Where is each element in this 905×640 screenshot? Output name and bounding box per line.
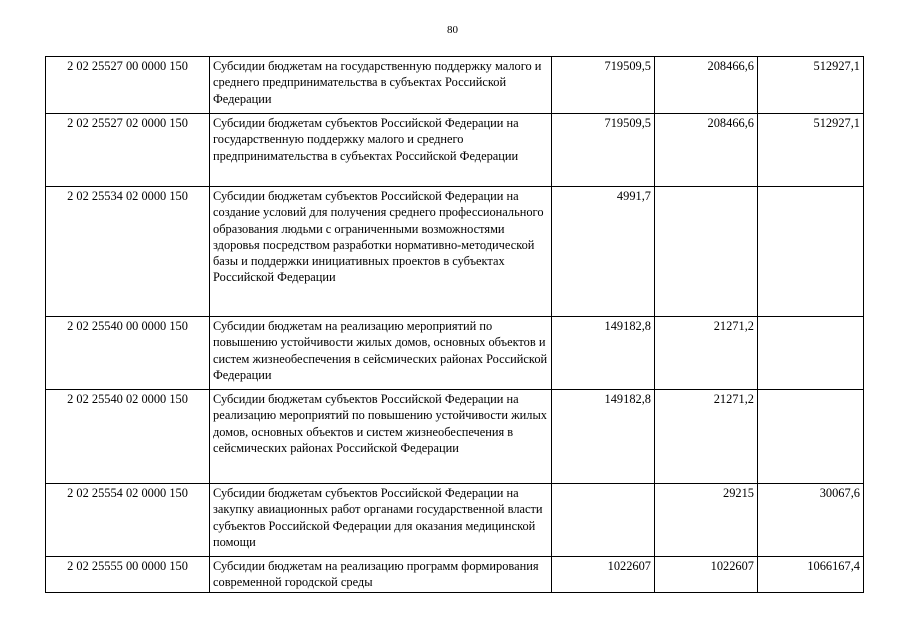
amount-cell-2: 1022607	[655, 557, 758, 593]
amount-cell-2: 208466,6	[655, 57, 758, 114]
budget-table-body	[46, 57, 864, 593]
amount-cell-2: 208466,6	[655, 114, 758, 187]
amount-cell-1: 719509,5	[552, 57, 655, 114]
amount-cell-3: 1066167,4	[758, 557, 864, 593]
amount-cell-1: 719509,5	[552, 114, 655, 187]
amount-cell-2: 21271,2	[655, 317, 758, 390]
amount-cell-1	[552, 484, 655, 557]
budget-code-cell: 2 02 25534 02 0000 150	[46, 187, 210, 317]
table-row	[46, 187, 864, 317]
description-cell: Субсидии бюджетам на реализацию мероприятий по повышению устойчивости жилых домов, основных объектов и систем жизнеобеспечения в сейсмических районах Российской Федерации	[210, 317, 552, 390]
amount-cell-1: 4991,7	[552, 187, 655, 317]
amount-cell-3	[758, 390, 864, 484]
table-row	[46, 557, 864, 593]
amount-cell-2: 21271,2	[655, 390, 758, 484]
amount-cell-3	[758, 317, 864, 390]
amount-cell-3: 512927,1	[758, 114, 864, 187]
description-cell: Субсидии бюджетам субъектов Российской Федерации на государственную поддержку малого и среднего предпринимательства в субъектах Российской Федерации	[210, 114, 552, 187]
budget-code-cell: 2 02 25540 00 0000 150	[46, 317, 210, 390]
budget-code-cell: 2 02 25555 00 0000 150	[46, 557, 210, 593]
budget-code-cell: 2 02 25527 00 0000 150	[46, 57, 210, 114]
budget-code-cell: 2 02 25527 02 0000 150	[46, 114, 210, 187]
table-row	[46, 57, 864, 114]
amount-cell-3: 512927,1	[758, 57, 864, 114]
description-cell: Субсидии бюджетам субъектов Российской Федерации на создание условий для получения среднего профессионального образования людьми с ограниченными возможностями здоровья посредством разработки нормативно-методической базы и поддержки инициативных проектов в субъектах Российской Федерации	[210, 187, 552, 317]
amount-cell-2: 29215	[655, 484, 758, 557]
table-row	[46, 484, 864, 557]
budget-code-cell: 2 02 25554 02 0000 150	[46, 484, 210, 557]
amount-cell-1: 149182,8	[552, 317, 655, 390]
budget-table	[45, 56, 864, 593]
amount-cell-3	[758, 187, 864, 317]
amount-cell-2	[655, 187, 758, 317]
description-cell: Субсидии бюджетам субъектов Российской Федерации на закупку авиационных работ органами государственной власти субъектов Российской Федерации для оказания медицинской помощи	[210, 484, 552, 557]
table-row	[46, 114, 864, 187]
amount-cell-1: 1022607	[552, 557, 655, 593]
description-cell: Субсидии бюджетам на реализацию программ формирования современной городской среды	[210, 557, 552, 593]
table-row	[46, 390, 864, 484]
table-row	[46, 317, 864, 390]
description-cell: Субсидии бюджетам субъектов Российской Федерации на реализацию мероприятий по повышению устойчивости жилых домов, основных объектов и систем жизнеобеспечения в сейсмических районах Российской Федерации	[210, 390, 552, 484]
description-cell: Субсидии бюджетам на государственную поддержку малого и среднего предпринимательства в субъектах Российской Федерации	[210, 57, 552, 114]
amount-cell-3: 30067,6	[758, 484, 864, 557]
amount-cell-1: 149182,8	[552, 390, 655, 484]
budget-code-cell: 2 02 25540 02 0000 150	[46, 390, 210, 484]
page-number: 80	[447, 24, 458, 36]
